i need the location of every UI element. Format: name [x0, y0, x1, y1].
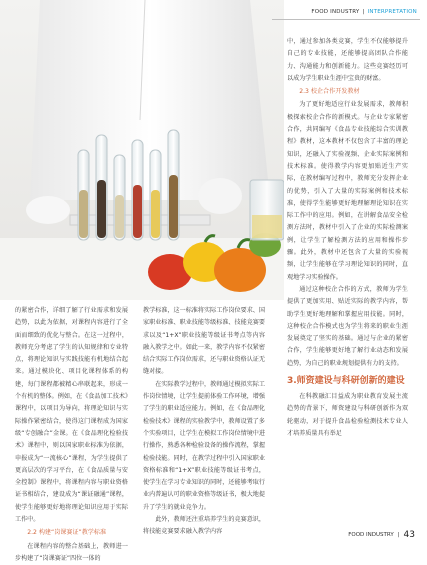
subheading-2-2: 2.2 构建“岗课赛证”教学标准 — [27, 529, 107, 537]
paragraph: 在科教融汇目益成为职业教育发展主流趋势的背景下，师资建设与科研创新作为双轮驱动，对于提升食品检验检测技术专业人才培养质量具有举足 — [287, 393, 408, 437]
header-section: INTERPRETATION — [367, 9, 417, 15]
header-separator: | — [362, 9, 365, 15]
column-middle — [143, 305, 265, 539]
page-number: 43 — [403, 530, 415, 540]
page-footer — [348, 530, 415, 540]
header-rule — [272, 19, 420, 20]
paragraph: 此外，教师还注重培养学生的竞赛意识，将技能竞赛要求融入教学内容 — [143, 516, 265, 536]
paragraph: 在实际教学过程中，教师通过模拟实际工作岗位情境，让学生提前体验工作环境，增强了学生的职业适应能力。例如，在《食品理化检验技术》课程的实验教学中，教师设置了多个实验项目，让学生在模拟工作岗位情境中进行操作，熟悉各种检验设备的操作流程，掌握检验技能。同时，在教学过程中引入国家职业资格标准和“1+X”职业技能等级证书考点，使学生在学习专业知识的同时，还能够考取行业内普遍认可的职业资格等级证书，极大地提升了学生的就业竞争力。 — [143, 380, 265, 511]
paragraph: 在课程内容的整合基础上，教师进一步构建了“岗课赛证”四位一体的 — [15, 542, 128, 562]
paragraph: 中，通过参加各类竞赛，学生不仅能够提升自己的专业技能，还能够提高团队合作能力、沟通能力和创新能力。这些竞赛经历可以成为学生职业生涯中宝贵的财富。 — [287, 38, 408, 82]
footer-separator: | — [397, 532, 400, 538]
hero-photo — [0, 0, 284, 300]
column-right-top — [287, 36, 408, 440]
subheading-2-3: 2.3 校企合作开发教材 — [299, 88, 360, 96]
paragraph: 的紧密合作，详细了解了行业需求和发展趋势，以此为依据，对课程内容进行了全面而细致的优化与整合。在这一过程中，教师充分考虑了学生的认知规律和专业特点，将理论知识与实践技能有机地结合起来。通过模块化、项目化课程体系的构建，每门课程都被精心串联起来，形成一个有机的整体。例如，在《食品加工技术》课程中，以项目为导向，将理论知识与实际操作紧密结合，使得这门课程成为国家级“专创融合”金课。在《食品理化检验技术》课程中，则以国家职业标准为依据，申报成为“一流核心”课程，为学生提供了更高层次的学习平台，在《食品质量与安全控制》课程中，将课程内容与职业资格证书相结合，建设成为“课证融通”课程，使学生能够更好地将理论知识应用于实际工作中。 — [15, 307, 128, 524]
page-header — [311, 6, 417, 18]
paragraph: 为了更好地适应行业发展需求，教师积极探索校企合作的新模式。与企业专家紧密合作，共同编写《食品专业技能综合实训教程》教材，这本教材不仅包含了丰富的理论知识，还融入了实验视频、企业实际案例和技术标准。使得教学内容更加贴近生产实际，在教材编写过程中，教师充分发挥企业的优势，引入了大量的实际案例和技术标准，使得学生能够更好地理解理论知识在实际工作中的应用。例如，在讲解食品安全检测方法时，教材中引入了企业的实际检测案例，让学生了解检测方法的应用和操作步骤。此外，教材中还包含了大量的实验视频，让学生能够在学习理论知识的同时，直观地学习实验操作。 — [287, 101, 408, 281]
paragraph: 通过这种校企合作的方式，教师为学生提供了更加实用、贴近实际的教学内容，帮助学生更好地理解和掌握应用技能。同时，这种校企合作模式也为学生将来的职业生涯发展奠定了坚实的基础。通过与企业的紧密合作，学生能够更好地了解行业动态和发展趋势，为自己的职业规划提供有力的支持。 — [287, 285, 408, 367]
column-left — [15, 305, 128, 565]
section-heading-3: 3.师资建设与科研创新的建设 — [287, 376, 405, 387]
header-brand: FOOD INDUSTRY — [311, 9, 360, 15]
paragraph: 教学标准，这一标准将实际工作岗位要求、国家职业标准、职业技能等级标准、技能竞赛要求以及“1+X”职业技能等级证书考点等内容融入教学之中。如此一来，教学内容不仅紧密结合实际工作岗位需求，还与职业资格认证无缝对接。 — [143, 307, 265, 376]
footer-brand: FOOD INDUSTRY — [348, 532, 394, 538]
